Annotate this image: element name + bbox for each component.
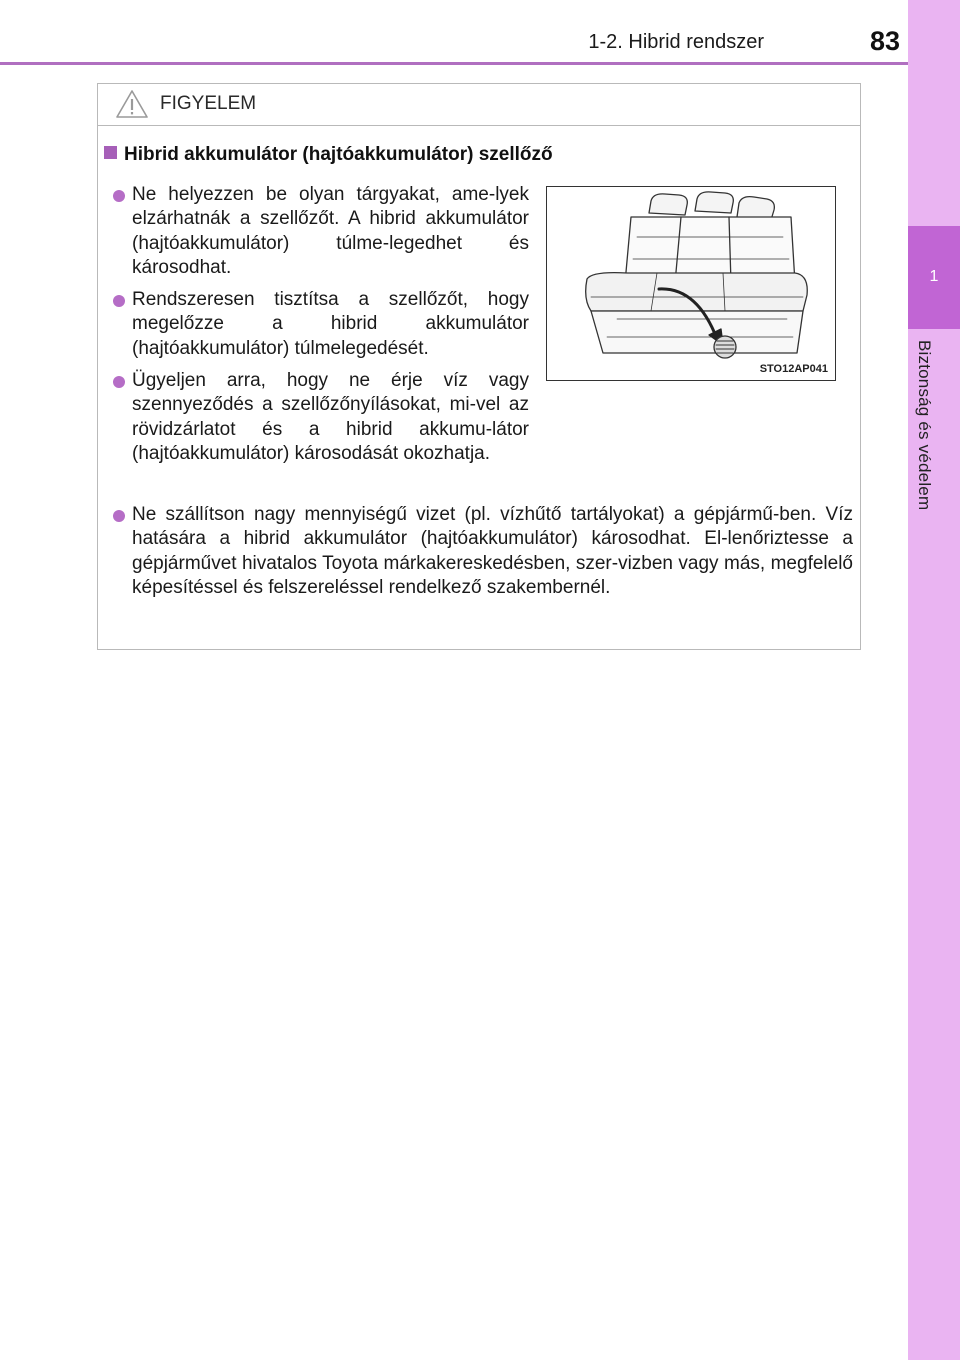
bullet-text: Ne helyezzen be olyan tárgyakat, ame-lyek elzárhatnák a szellőzőt. A hibrid akkumulátor (hajtóakkumulátor) túlme-legedhet és károsodhat. (132, 184, 529, 279)
section-title: 1-2. Hibrid rendszer (588, 31, 764, 53)
bullet-text: Ügyeljen arra, hogy ne érje víz vagy szennyeződés a szellőzőnyílásokat, mi-vel az rövidzárlatot és a hibrid akkumu-látor (hajtóakkumulátor) károsodását okozhatja. (132, 370, 529, 465)
subheading (104, 144, 553, 166)
bullet-dot-icon (113, 510, 125, 522)
rear-seat-vent-illustration (546, 186, 836, 381)
bullet-item (113, 288, 529, 361)
warning-triangle-icon (115, 89, 149, 119)
subheading-text: Hibrid akkumulátor (hajtóakkumulátor) szellőző (124, 144, 553, 165)
square-bullet-icon (104, 146, 117, 159)
header-rule (0, 62, 908, 65)
page-number: 83 (869, 26, 900, 56)
chapter-side-tab (908, 0, 960, 1360)
warning-label: FIGYELEM (160, 93, 257, 114)
rear-seat-drawing (547, 187, 835, 380)
warning-header (98, 84, 860, 126)
bullet-dot-icon (113, 295, 125, 307)
bullet-dot-icon (113, 190, 125, 202)
bullet-text: Ne szállítson nagy mennyiségű vizet (pl. vízhűtő tartályokat) a gépjármű-ben. Víz hatására a hibrid akkumulátor (hajtóakkumulátor) károsodhat. El-lenőriztesse a gépjárművet hivatalos Toyota márkakereskedésben, szer-vizben vagy más, megfelelő képesítéssel és felszereléssel rendelkező szakembernél. (132, 504, 853, 599)
figure-code: STO12AP041 (759, 363, 828, 375)
bullet-item (113, 369, 529, 467)
bullet-dot-icon (113, 376, 125, 388)
chapter-number: 1 (929, 268, 939, 285)
bullet-item (113, 503, 853, 601)
warning-box (97, 83, 861, 650)
chapter-title: Biztonság és védelem (915, 340, 934, 511)
bullet-item (113, 183, 529, 281)
bullet-text: Rendszeresen tisztítsa a szellőzőt, hogy megelőzze a hibrid akkumulátor (hajtóakkumulátor) túlmelegedését. (132, 289, 529, 359)
